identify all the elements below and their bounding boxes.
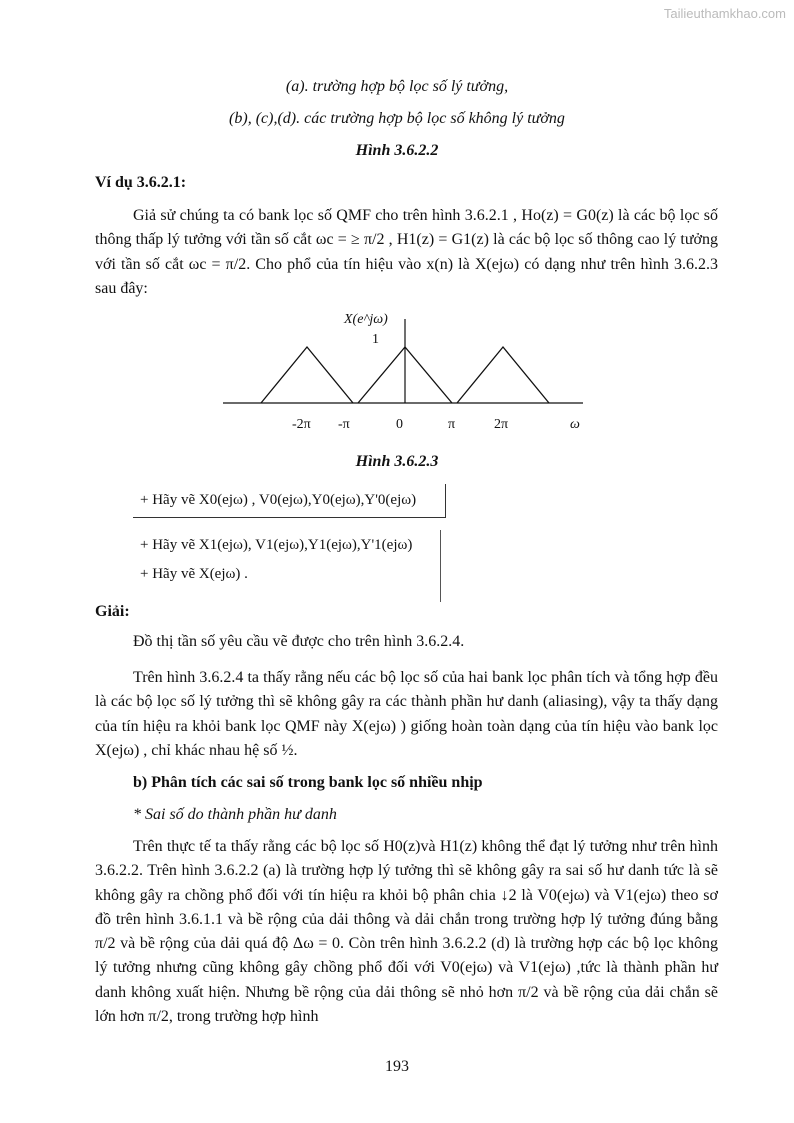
watermark: Tailieuthamkhao.com <box>663 6 786 21</box>
task-3: + Hãy vẽ X(ejω) . <box>140 566 248 582</box>
section-b-heading: b) Phân tích các sai số trong bank lọc số nhiều nhịp <box>133 774 483 791</box>
task-divider <box>440 530 441 602</box>
tick-pi: π <box>448 417 456 432</box>
caption-line-2: (b), (c),(d). các trường hợp bộ lọc số không lý tưởng <box>229 110 565 127</box>
y-axis-label: X(e^jω) <box>344 312 388 327</box>
page-number: 193 <box>385 1058 409 1075</box>
example-paragraph: Giả sử chúng ta có bank lọc số QMF cho trên hình 3.6.2.1 , Ho(z) = G0(z) là các bộ lọc số thông thấp lý tưởng với tần số cắt ωc = ≥ π/2 , H1(z) = G1(z) là các bộ lọc số thông cao lý tưởng với tần số cắt ωc = π/2. Cho phổ của tín hiệu vào x(n) là X(ejω) có dạng như trên hình 3.6.2.3 sau đây: <box>95 207 718 297</box>
task-2: + Hãy vẽ X1(ejω), V1(ejω),Y1(ejω),Y'1(ejω) <box>140 537 413 553</box>
tick-minus-2pi: -2π <box>292 417 311 432</box>
solution-heading: Giải: <box>95 603 130 620</box>
solution-paragraph-1: Đồ thị tần số yêu cầu vẽ được cho trên hình 3.6.2.4. <box>133 633 465 650</box>
tick-zero: 0 <box>396 417 403 432</box>
solution-paragraph-2: Trên hình 3.6.2.4 ta thấy rằng nếu các bộ lọc số của hai bank lọc phân tích và tổng hợp đều là các bộ lọc số lý tưởng thì sẽ không gây ra các thành phần hư danh (aliasing), vậy ta thấy dạng của tín hiệu ra khỏi bank lọc QMF này X(ejω) ) giống hoàn toàn dạng của tín hiệu vào bank lọc X(ejω) , chỉ khác nhau hệ số ½. <box>95 669 718 759</box>
tick-minus-pi: -π <box>338 417 350 432</box>
caption-line-1: (a). trường hợp bộ lọc số lý tưởng, <box>285 78 509 95</box>
tick-2pi: 2π <box>494 417 509 432</box>
figure-caption-3622: Hình 3.6.2.2 <box>355 142 439 159</box>
tick-omega: ω <box>570 417 580 432</box>
body-paragraph: Trên thực tế ta thấy rằng các bộ lọc số H0(z)và H1(z) không thể đạt lý tưởng như trên hình 3.6.2.2. Trên hình 3.6.2.2 (a) là trường hợp lý tưởng thì sẽ không gây ra sai số hư danh tức là sẽ không gây ra chồng phổ đối với tín hiệu ra khỏi bộ phân chia ↓2 là V0(ejω) và V1(ejω) theo sơ đồ trên hình 3.6.1.1 và bề rộng của dải thông và dải chắn trong trường hợp lý tưởng đúng bằng π/2 và bề rộng của dải quá độ Δω = 0. Còn trên hình 3.6.2.2 (d) là trường hợp các bộ lọc không lý tưởng nhưng cũng không gây chồng phổ đối với V0(ejω) và V1(ejω) ,tức là thành phần hư danh không xuất hiện. Nhưng bề rộng của dải thông sẽ nhỏ hơn π/2 và bề rộng của dải chắn sẽ lớn hơn π/2, trong trường hợp hình <box>95 838 718 1026</box>
subsection-heading: * Sai số do thành phần hư danh <box>133 806 337 823</box>
example-heading: Ví dụ 3.6.2.1: <box>95 174 187 191</box>
task-1: + Hãy vẽ X0(ejω) , V0(ejω),Y0(ejω),Y'0(ejω) <box>140 492 417 508</box>
peak-label: 1 <box>372 332 379 347</box>
triangle-right <box>457 347 549 403</box>
triangle-left <box>261 347 353 403</box>
figure-caption-3623: Hình 3.6.2.3 <box>355 453 439 470</box>
spectrum-figure <box>215 305 595 435</box>
